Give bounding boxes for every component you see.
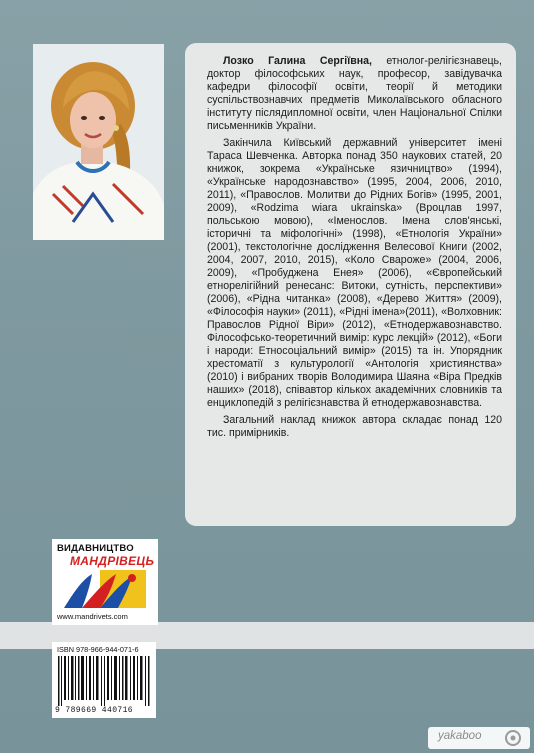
bio-paragraph-education: Закінчила Київський державний університет імені Тараса Шевченка. Авторка понад 350 наукових статей, 20 книжок, зокрема «Українське язичництво» (1994), «Українське народознавство» (1995, 2004, 2006, 2010, 2011), «Правослов. Молитви до Рідних Богів» (1995, 2001, 2009), «Rodzima wiara ukrainska» (Вроцлав 1997, польською мовою), «Іменослов. Імена слов'янські, історичні та міфологічні» (1998), «Етнологія України» (2001), текстологічне дослідження Велесової Книги (2002, 2004, 2007, 2010, 2015), «Коло Сварожe» (2004, 2006, 2009), «Пробуджена Енея» (2006), «Європейський етнорелігійний ренесанс: Витоки, сутність, перспективи» (2006), «Рідна читанка» (2008), «Дерево Життя» (2009), «Філософія науки» (2011), «Рідні імена»(2011), «Волховник: Правослов Рідної Віри» (2012), «Етнодержавознавство. Філософсько-теоретичний вимір: курс лекцій» (2012), «Боги і народи: Етносоціальний вимір» (2015) та ін. Упорядник хрестоматії з культурології «Антологія християнства» (2010) і вибраних творів Володимира Шаяна «Віра Предків наших» (2018), співавтор кількох академічних словників та енциклопедій з релігієзнавства й етнодержавознавства. bbox=[207, 137, 502, 409]
author-portrait bbox=[33, 44, 164, 240]
watermark-text: yakaboo bbox=[438, 730, 482, 742]
author-photo-illustration bbox=[33, 44, 164, 240]
publisher-brand: МАНДРІВЕЦЬ bbox=[70, 554, 155, 568]
author-bio-panel bbox=[185, 43, 516, 526]
barcode-digits: 9 789669 440716 bbox=[55, 706, 134, 715]
watermark bbox=[428, 727, 530, 749]
watermark-logo-icon bbox=[504, 730, 522, 746]
barcode-icon bbox=[58, 656, 150, 706]
publisher-url: www.mandrivets.com bbox=[57, 612, 128, 621]
author-intro-text: етнолог-релігієзнавець, доктор філософських наук, професор, завідувачка кафедри філософії освіти, теорії й методики суспільствознавчих предметів Миколаївського обласного інституту післядипломної освіти, член Національної Спілки письменників України. bbox=[207, 55, 502, 132]
isbn-number: ISBN 978-966-944-071-6 bbox=[57, 645, 139, 654]
publisher-logo bbox=[52, 539, 158, 625]
publisher-emblem-icon bbox=[60, 568, 150, 612]
author-name: Лозко Галина Сергіївна, bbox=[223, 55, 372, 67]
publisher-label: ВИДАВНИЦТВО bbox=[57, 543, 134, 554]
bio-paragraph-circulation: Загальний наклад книжок автора складає понад 120 тис. примірників. bbox=[207, 414, 502, 439]
bio-intro-paragraph bbox=[207, 55, 502, 133]
isbn-barcode bbox=[52, 642, 156, 718]
